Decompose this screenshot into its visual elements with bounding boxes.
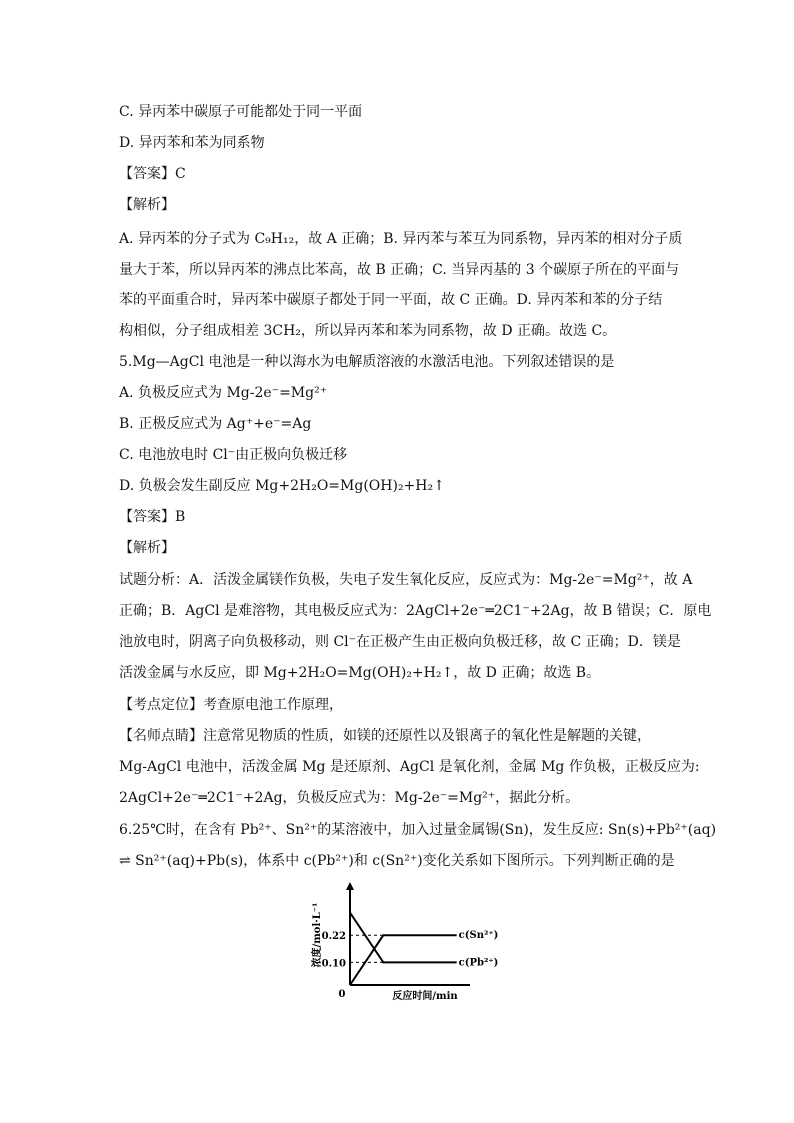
series-label-1: c(Pb²⁺) [458,957,499,969]
y-tick-label-1: 0.10 [321,958,346,970]
q4-option-c: C. 异丙苯中碳原子可能都处于同一平面 [119,104,363,120]
series-line-1 [350,913,457,963]
series-label-0: c(Sn²⁺) [458,930,499,942]
q5-option-d: D. 负极会发生副反应 Mg+2H₂O=Mg(OH)₂+H₂↑ [119,478,445,494]
q5-mingshi-line-2: Mg-AgCl 电池中，活泼金属 Mg 是还原剂、AgCl 是氧化剂，金属 Mg 作负极，正极反应为: [119,759,700,775]
q5-analysis-line-3: 池放电时，阴离子向负极移动，则 Cl⁻在正极产生由正极向负极迁移，故 C 正确；D．镁是 [119,634,681,650]
series-line-0 [350,935,457,985]
q6-stem-line-1: 6.25℃时，在含有 Pb²⁺、Sn²⁺的某溶液中，加入过量金属锡(Sn)，发生反应: Sn(s)+Pb²⁺(aq) [119,822,717,838]
y-axis-arrow [346,882,354,890]
q4-analysis-line-4: 构相似，分子组成相差 3CH₂，所以异丙苯和苯为同系物，故 D 正确。故选 C。 [119,323,617,339]
origin-label: 0 [338,989,346,1000]
q4-option-d: D. 异丙苯和苯为同系物 [119,135,265,151]
q4-analysis-line-3: 苯的平面重合时，异丙苯中碳原子都处于同一平面，故 C 正确。D. 异丙苯和苯的分子结 [119,292,663,308]
q5-option-c: C. 电池放电时 Cl⁻由正极向负极迁移 [119,447,348,463]
y-tick-label-0: 0.22 [321,931,346,943]
q5-mingshi-line-1: 【名师点睛】注意常见物质的性质，如镁的还原性以及银离子的氧化性是解题的关键， [119,728,651,744]
q5-analysis-line-1: 试题分析：A．活泼金属镁作负极，失电子发生氧化反应，反应式为：Mg-2e⁻=Mg²⁺，故 A [119,572,693,588]
q4-answer: 【答案】C [119,166,186,182]
q5-mingshi-line-3: 2AgCl+2e⁻═2C1⁻+2Ag，负极反应式为：Mg-2e⁻=Mg²⁺，据此分析。 [119,790,580,806]
y-axis-label: 浓度/mol·L⁻¹ [312,902,323,968]
q5-stem: 5.Mg—AgCl 电池是一种以海水为电解质溶液的水激活电池。下列叙述错误的是 [119,354,615,370]
q5-kaodian: 【考点定位】考查原电池工作原理， [119,697,343,713]
q5-analysis-line-2: 正确；B．AgCl 是难溶物，其电极反应式为：2AgCl+2e⁻═2C1⁻+2Ag，故 B 错误；C．原电 [119,603,712,619]
q6-stem-line-2: ⇌ Sn²⁺(aq)+Pb(s)，体系中 c(Pb²⁺)和 c(Sn²⁺)变化关系如下图所示。下列判断正确的是 [119,853,675,869]
q4-analysis-line-2: 量大于苯，所以异丙苯的沸点比苯高，故 B 正确；C. 当异丙基的 3 个碳原子所在的平面与 [119,262,680,278]
x-axis-label: 反应时间/min [392,991,458,1002]
q4-analysis-header: 【解析】 [119,197,175,213]
q5-analysis-line-4: 活泼金属与水反应，即 Mg+2H₂O=Mg(OH)₂+H₂↑，故 D 正确；故选 B。 [119,665,601,681]
concentration-time-chart [300,880,500,1005]
q5-analysis-header: 【解析】 [119,540,175,556]
q5-option-a: A. 负极反应式为 Mg-2e⁻=Mg²⁺ [119,385,328,401]
q4-analysis-line-1: A. 异丙苯的分子式为 C₉H₁₂，故 A 正确；B. 异丙苯与苯互为同系物，异丙苯的相对分子质 [119,231,683,247]
q5-option-b: B. 正极反应式为 Ag⁺+e⁻=Ag [119,416,312,432]
q5-answer: 【答案】B [119,509,186,525]
